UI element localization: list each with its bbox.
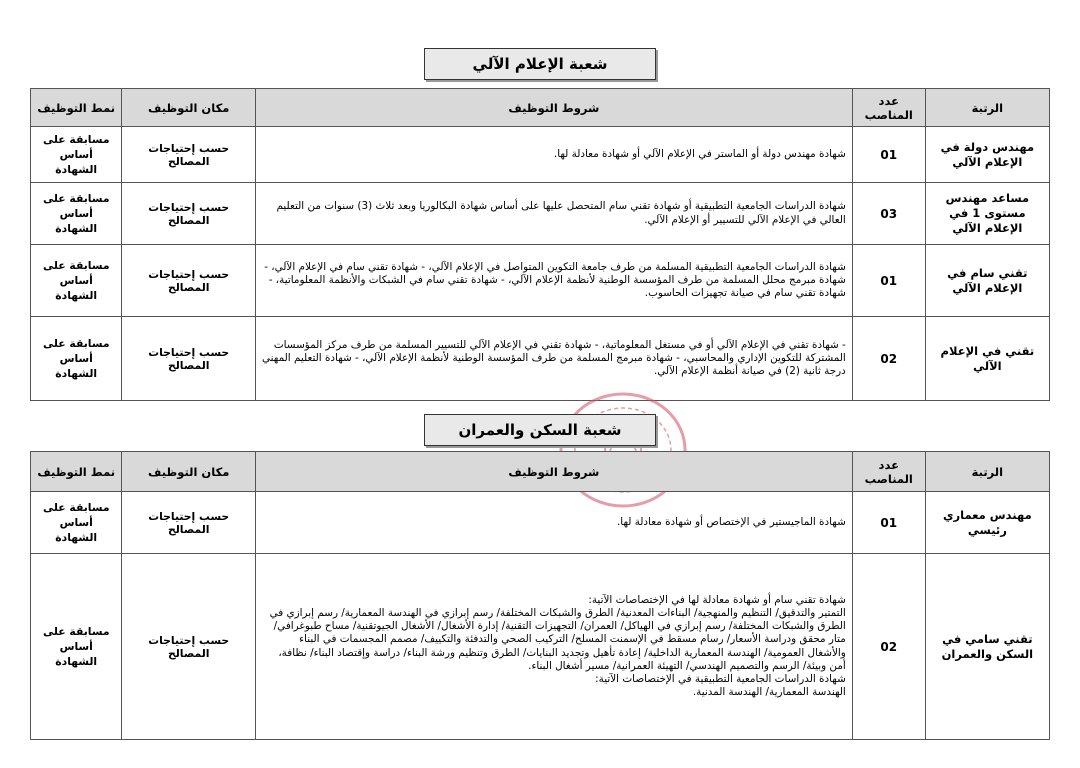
informatics-table bbox=[30, 88, 1050, 401]
cell-mode: مسابقة على أساس الشهادة bbox=[31, 492, 122, 554]
conditions-line: التمتير والتدقيق/ التنظيم والمنهجية/ البناءات المعدنية/ الطرق والشبكات المختلفة/ رسم إبرازي في الهندسة المعمارية/ رسم إبرازي في الطرق والشبكات المختلفة/ رسم إبرازي في الهياكل/ العمران/ التجهيزات التقنية/ إدارة الأشغال/ الأشغال الجيوتقنية/ مساح طبوغرافي/ متار محقق ودراسة الأسعار/ رسام مسقط في الإسمنت المسلح/ التركيب الصحي والتدفئة والتكييف/ مصمم المجسمات في البناء والأشغال العمومية/ الهندسة المعمارية الداخلية/ إعادة تأهيل وتجديد البنايات/ الطرق وتنظيم ورشة البناء/ دراسة وإقتصاد البناء/ نظافة، أمن وبيئة/ الرسم والتصميم الهندسي/ التهيئة العمرانية/ مسير أشغال البناء. bbox=[269, 606, 846, 672]
header-mode: نمط التوظيف bbox=[31, 452, 122, 492]
cell-conditions bbox=[255, 554, 852, 740]
table-header-row bbox=[31, 89, 1050, 127]
conditions-line: شهادة الدراسات الجامعية التطبيقية في الإختصاصات الآتية: bbox=[595, 672, 846, 685]
cell-rank: مهندس دولة في الإعلام الآلي bbox=[925, 127, 1049, 183]
table-row bbox=[31, 127, 1050, 183]
table-header-row bbox=[31, 452, 1050, 492]
header-mode: نمط التوظيف bbox=[31, 89, 122, 127]
table-row bbox=[31, 317, 1050, 401]
header-place: مكان التوظيف bbox=[122, 89, 256, 127]
cell-positions: 01 bbox=[852, 245, 925, 317]
table-row bbox=[31, 554, 1050, 740]
cell-mode: مسابقة على أساس الشهادة bbox=[31, 183, 122, 245]
cell-rank: تقني سامي في السكن والعمران bbox=[925, 554, 1049, 740]
cell-positions: 03 bbox=[852, 183, 925, 245]
cell-rank: مساعد مهندس مستوى 1 في الإعلام الآلي bbox=[925, 183, 1049, 245]
header-positions: عدد المناصب bbox=[852, 452, 925, 492]
section-title-housing: شعبة السكن والعمران bbox=[424, 414, 656, 446]
header-rank: الرتبة bbox=[925, 89, 1049, 127]
table-row bbox=[31, 492, 1050, 554]
header-positions: عدد المناصب bbox=[852, 89, 925, 127]
cell-place: حسب إحتياجات المصالح bbox=[122, 492, 256, 554]
cell-mode: مسابقة على أساس الشهادة bbox=[31, 554, 122, 740]
conditions-line: الهندسة المعمارية/ الهندسة المدنية. bbox=[692, 686, 846, 699]
cell-conditions: شهادة مهندس دولة أو الماستر في الإعلام الآلي أو شهادة معادلة لها. bbox=[255, 127, 852, 183]
cell-place: حسب إحتياجات المصالح bbox=[122, 317, 256, 401]
table-row bbox=[31, 183, 1050, 245]
housing-table bbox=[30, 451, 1050, 740]
header-conditions: شروط التوظيف bbox=[255, 89, 852, 127]
cell-positions: 01 bbox=[852, 492, 925, 554]
cell-positions: 02 bbox=[852, 317, 925, 401]
cell-place: حسب إحتياجات المصالح bbox=[122, 245, 256, 317]
cell-positions: 02 bbox=[852, 554, 925, 740]
cell-conditions: شهادة الدراسات الجامعية التطبيقية المسلمة من طرف جامعة التكوين المتواصل في الإعلام الآلي، - شهادة تقني سام في الإعلام الآلي، - شهادة مبرمج محلل المسلمة من طرف المؤسسة الوطنية لأنظمة الإعلام الآلي، - شهادة تقني سام في الشبكات والأنظمة المعلوماتية، - شهادة تقني سام في صيانة تجهيزات الحاسوب. bbox=[255, 245, 852, 317]
cell-conditions: شهادة الماجيستير في الإختصاص أو شهادة معادلة لها. bbox=[255, 492, 852, 554]
cell-mode: مسابقة على أساس الشهادة bbox=[31, 127, 122, 183]
cell-conditions: شهادة الدراسات الجامعية التطبيقية أو شهادة تقني سام المتحصل عليها على أساس شهادة البكالوريا وبعد ثلاث (3) سنوات من التعليم العالي في الإعلام الآلي للتسيير أو الإعلام الآلي. bbox=[255, 183, 852, 245]
cell-conditions: - شهادة تقني في الإعلام الآلي أو في مستغل المعلوماتية، - شهادة تقني في الإعلام الآلي للتسيير المسلمة من طرف مركز المؤسسات المشتركة للتكوين الإداري والمحاسبي، - شهادة مبرمج المسلمة من طرف المؤسسة الوطنية لأنظمة الإعلام الآلي، - شهادة التعليم المهني درجة ثانية (2) في صيانة أنظمة الإعلام الآلي. bbox=[255, 317, 852, 401]
cell-mode: مسابقة على أساس الشهادة bbox=[31, 245, 122, 317]
cell-place: حسب إحتياجات المصالح bbox=[122, 554, 256, 740]
header-rank: الرتبة bbox=[925, 452, 1049, 492]
cell-mode: مسابقة على أساس الشهادة bbox=[31, 317, 122, 401]
table-row bbox=[31, 245, 1050, 317]
cell-rank: تقني سام في الإعلام الآلي bbox=[925, 245, 1049, 317]
cell-place: حسب إحتياجات المصالح bbox=[122, 127, 256, 183]
conditions-line: شهادة تقني سام أو شهادة معادلة لها في الإختصاصات الآتية: bbox=[588, 593, 846, 606]
header-conditions: شروط التوظيف bbox=[255, 452, 852, 492]
section-title-informatics: شعبة الإعلام الآلي bbox=[424, 48, 656, 80]
cell-rank: تقني في الإعلام الآلي bbox=[925, 317, 1049, 401]
cell-place: حسب إحتياجات المصالح bbox=[122, 183, 256, 245]
header-place: مكان التوظيف bbox=[122, 452, 256, 492]
cell-rank: مهندس معماري رئيسي bbox=[925, 492, 1049, 554]
cell-positions: 01 bbox=[852, 127, 925, 183]
